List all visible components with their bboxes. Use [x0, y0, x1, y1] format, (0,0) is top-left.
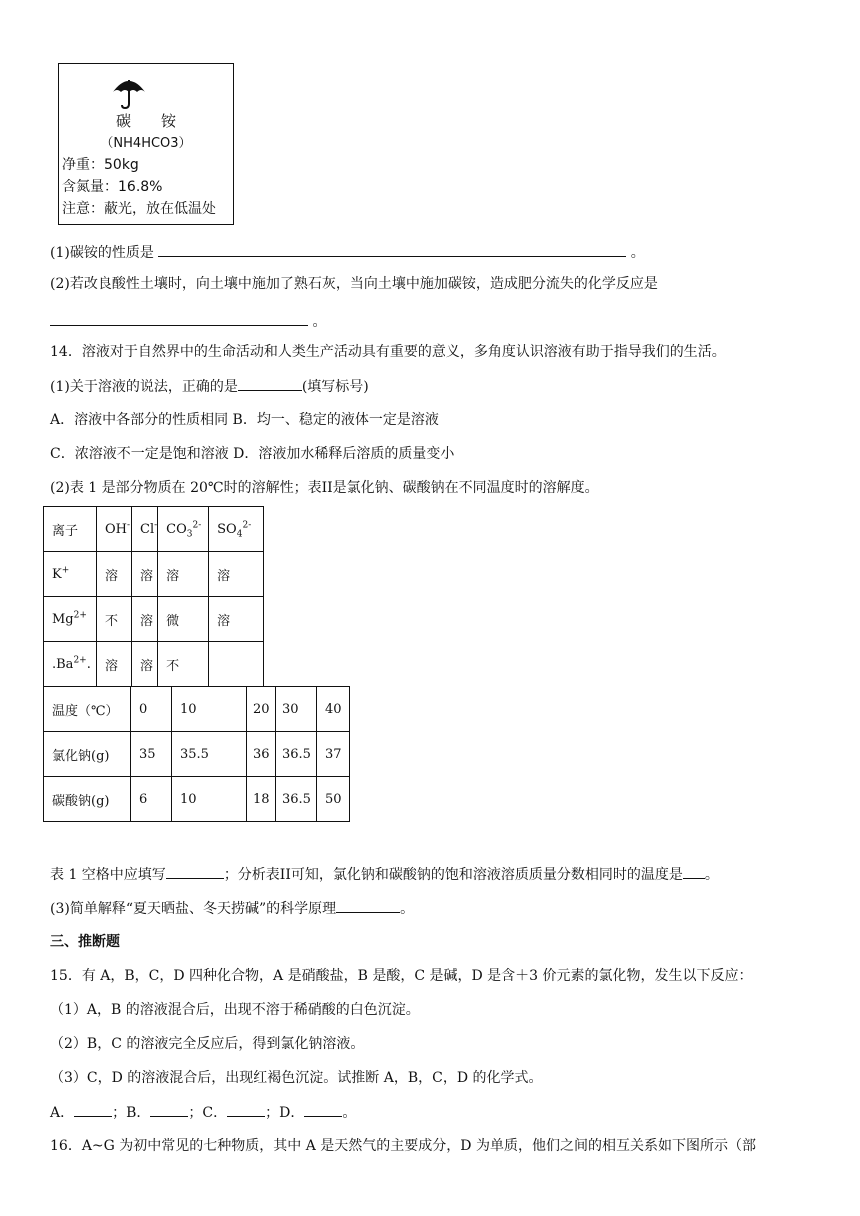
table-row [44, 552, 264, 597]
table-cell: 不 [158, 642, 209, 687]
answer-blank[interactable] [238, 376, 302, 391]
label-formula: （NH4HCO3） [100, 136, 192, 151]
table-cell: 溶 [132, 597, 158, 642]
section-heading: 三、推断题 [50, 934, 120, 950]
q14-part3: (3)简单解释“夏天晒盐、冬天捞碱”的科学原理 。 [50, 898, 414, 919]
table-cell: 溶 [158, 552, 209, 597]
q14-part1: (1)关于溶液的说法，正确的是 (填写标号) [50, 376, 369, 397]
table-row [44, 777, 350, 822]
table-cell: 30 [276, 687, 317, 732]
table-cell: 溶 [132, 552, 158, 597]
table-cell: 20 [247, 687, 276, 732]
label-note: 注意：蔽光，放在低温处 [62, 201, 216, 217]
table-cell: 50 [317, 777, 350, 822]
table-row [44, 507, 264, 552]
table-cell: 0 [131, 687, 172, 732]
table-row [44, 732, 350, 777]
table-cell: 溶 [209, 597, 264, 642]
answer-blank[interactable] [336, 898, 400, 913]
table-row [44, 642, 264, 687]
table-cell: $SO_4^{2-}$ [209, 507, 264, 552]
table-cell: $.Ba^{2+}$. [44, 642, 97, 687]
q15-step3: （3）C，D 的溶液混合后，出现红褐色沉淀。试推断 A，B，C，D 的化学式。 [50, 1070, 543, 1086]
table-cell-empty [209, 642, 264, 687]
q14-fill: 表 1 空格中应填写 ；分析表II可知，氯化钠和碳酸钠的饱和溶液溶质质量分数相同时的温度是 。 [50, 864, 719, 885]
answer-blank[interactable] [304, 1102, 342, 1117]
table-cell: 35.5 [172, 732, 247, 777]
table-cell: 不 [97, 597, 132, 642]
table-row [44, 687, 350, 732]
table-cell: 溶 [209, 552, 264, 597]
solubility-table [43, 506, 264, 687]
table-cell: 35 [131, 732, 172, 777]
table-cell: 36 [247, 732, 276, 777]
table-cell: 离子 [44, 507, 97, 552]
table-cell: 6 [131, 777, 172, 822]
table-cell: $Mg^{2+}$ [44, 597, 97, 642]
q15-step2: （2）B，C 的溶液完全反应后，得到氯化钠溶液。 [50, 1036, 365, 1052]
label-nitrogen: 含氮量：16.8% [62, 179, 163, 195]
table-row [44, 597, 264, 642]
q14-options-ab: A．溶液中各部分的性质相同 B．均一、稳定的液体一定是溶液 [50, 412, 439, 428]
answer-blank[interactable] [50, 311, 308, 326]
q13-part2: (2)若改良酸性土壤时，向土壤中施加了熟石灰，当向土壤中施加碳铵，造成肥分流失的化学反应是 [50, 276, 658, 292]
q13-part2-answer: 。 [50, 311, 326, 332]
answer-blank[interactable] [166, 864, 224, 879]
table-cell: K+ [44, 552, 97, 597]
table-cell: $CO_3^{2-}$ [158, 507, 209, 552]
table-cell: 18 [247, 777, 276, 822]
table-cell: 微 [158, 597, 209, 642]
answer-blank[interactable] [683, 864, 705, 879]
solubility-temperature-table [43, 686, 350, 822]
table-cell: 溶 [97, 642, 132, 687]
q14-options-cd: C．浓溶液不一定是饱和溶液 D．溶液加水稀释后溶质的质量变小 [50, 446, 455, 462]
q14-part2: (2)表 1 是部分物质在 20℃时的溶解性；表II是氯化钠、碳酸钠在不同温度时的溶解度。 [50, 480, 599, 496]
answer-blank[interactable] [74, 1102, 112, 1117]
table-cell: 37 [317, 732, 350, 777]
table-cell: 40 [317, 687, 350, 732]
q15-answers: A． ；B． ；C． ；D． 。 [50, 1102, 356, 1123]
label-net-weight: 净重：50kg [62, 157, 139, 173]
table-cell: OH- [97, 507, 132, 552]
table-cell: 10 [172, 777, 247, 822]
table-cell: 36.5 [276, 732, 317, 777]
label-title: 碳 铵 [115, 112, 176, 130]
q15-step1: （1）A，B 的溶液混合后，出现不溶于稀硝酸的白色沉淀。 [50, 1002, 420, 1018]
table-cell: 36.5 [276, 777, 317, 822]
q16-intro: 16．A~G 为初中常见的七种物质，其中 A 是天然气的主要成分，D 为单质，他们之间的相互关系如下图所示（部 [50, 1138, 756, 1154]
table-cell: 温度（℃） [44, 687, 131, 732]
table-cell: 溶 [132, 642, 158, 687]
table-cell: 碳酸钠(g) [44, 777, 131, 822]
table-cell: Cl- [132, 507, 158, 552]
answer-blank[interactable] [227, 1102, 265, 1117]
table-cell: 溶 [97, 552, 132, 597]
umbrella-icon [109, 72, 149, 110]
q14-intro: 14．溶液对于自然界中的生命活动和人类生产活动具有重要的意义，多角度认识溶液有助于指导我们的生活。 [50, 344, 726, 360]
table-cell: 氯化钠(g) [44, 732, 131, 777]
table-cell: 10 [172, 687, 247, 732]
q15-intro: 15．有 A，B，C，D 四种化合物，A 是硝酸盐，B 是酸，C 是碱，D 是含＋3 价元素的氯化物，发生以下反应： [50, 968, 753, 984]
answer-blank[interactable] [158, 242, 626, 257]
fertilizer-label [58, 63, 234, 225]
answer-blank[interactable] [150, 1102, 188, 1117]
q13-part1: (1)碳铵的性质是 。 [50, 242, 645, 263]
